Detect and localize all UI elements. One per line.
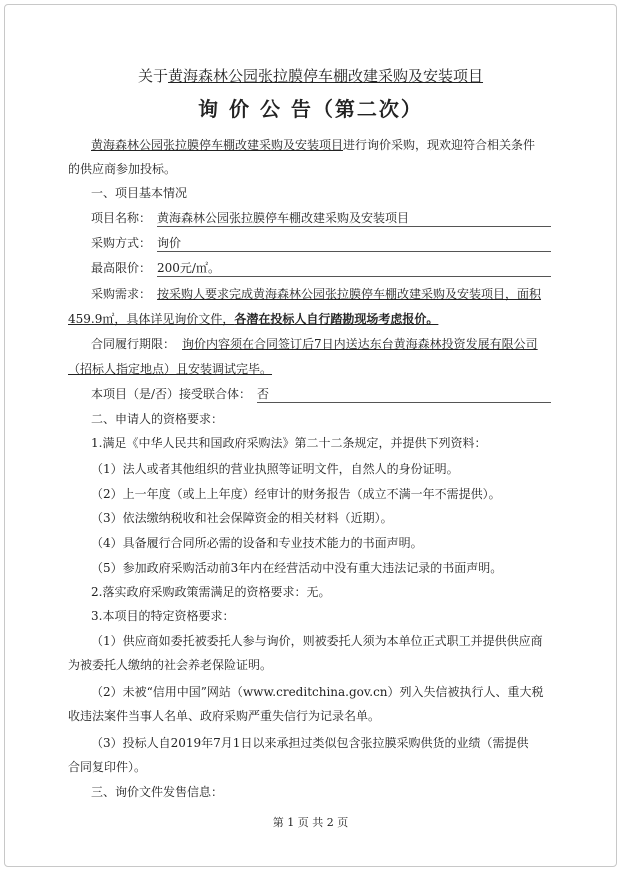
req-sub-2: （2）上一年度（或上上年度）经审计的财务报告（成立不满一年不需提供）。 (91, 487, 501, 501)
req-sub-1: （1）法人或者其他组织的营业执照等证明文件，自然人的身份证明。 (91, 462, 459, 476)
demand-label: 采购需求： (91, 287, 152, 301)
special-req-3-line1: （3）投标人自2019年7月1日以来承担过类似包含张拉膜采购供货的业绩（需提供 (91, 736, 529, 750)
req-sub-5: （5）参加政府采购活动前3年内在经营活动中没有重大违法记录的书面声明。 (91, 561, 503, 575)
special-req-3-line2: 合同复印件）。 (68, 760, 147, 774)
document-title: 关于黄海森林公园张拉膜停车棚改建采购及安装项目 (137, 67, 484, 85)
consortium-label: 本项目（是/否）接受联合体： (91, 387, 252, 401)
page-number: 第 1 页 共 2 页 (272, 816, 349, 829)
req-item-2: 2.落实政府采购政策需满足的资格要求：无。 (91, 585, 331, 599)
special-req-2-line1: （2）未被“信用中国”网站（www.creditchina.gov.cn）列入失信被执行人、重大税 (91, 685, 544, 699)
contract-period-line1: 询价内容须在合同签订后7日内送达东台黄海森林投资发展有限公司 (182, 337, 538, 351)
max-price-value: 200元/㎡。 (157, 260, 551, 277)
special-req-1-line1: （1）供应商如委托被委托人参与询价，则被委托人须为本单位正式职工并提供供应商 (91, 634, 543, 648)
special-req-2-line2: 收违法案件当事人名单、政府采购严重失信行为记录名单。 (68, 709, 381, 723)
contract-period-line2: （招标人指定地点）且安装调试完毕。 (68, 362, 273, 376)
special-req-1-line2: 为被委托人缴纳的社会养老保险证明。 (68, 658, 273, 672)
intro-line1: 黄海森林公园张拉膜停车棚改建采购及安装项目进行询价采购，现欢迎符合相关条件 (91, 138, 536, 152)
req-sub-3: （3）依法缴纳税收和社会保障资金的相关材料（近期）。 (91, 511, 393, 525)
demand-line2: 459.9㎡，具体详见询价文件，各潜在投标人自行踏勘现场考虑报价。 (68, 312, 439, 326)
consortium-value: 否 (257, 386, 551, 403)
intro-line2: 的供应商参加投标。 (68, 162, 177, 176)
req-item-3: 3.本项目的特定资格要求： (91, 609, 235, 623)
demand-line1: 按采购人要求完成黄海森林公园张拉膜停车棚改建采购及安装项目，面积 (157, 287, 542, 301)
purchase-method-label: 采购方式： (91, 236, 152, 250)
max-price-label: 最高限价： (91, 261, 152, 275)
contract-period-label: 合同履行期限： (91, 337, 176, 351)
notice-title: 询 价 公 告（第二次） (198, 97, 423, 121)
purchase-method-value: 询价 (157, 235, 551, 252)
section3-heading: 三、询价文件发售信息： (91, 785, 224, 799)
req-item-1: 1.满足《中华人民共和国政府采购法》第二十二条规定，并提供下列资料： (91, 436, 487, 450)
project-name-value: 黄海森林公园张拉膜停车棚改建采购及安装项目 (157, 210, 551, 227)
section2-heading: 二、申请人的资格要求： (91, 412, 224, 426)
section1-heading: 一、项目基本情况 (91, 186, 188, 200)
project-name-label: 项目名称： (91, 211, 152, 225)
req-sub-4: （4）具备履行合同所必需的设备和专业技术能力的书面声明。 (91, 536, 423, 550)
